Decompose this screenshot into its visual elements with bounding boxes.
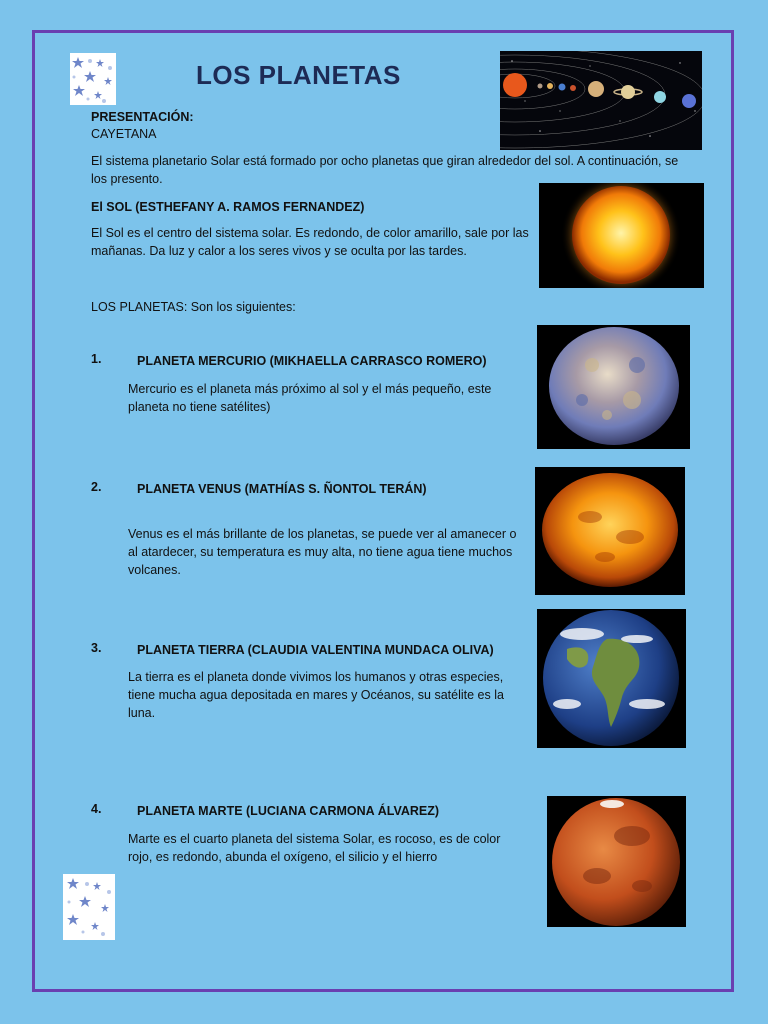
page-title: LOS PLANETAS [196, 60, 401, 90]
intro-paragraph: El sistema planetario Solar está formado por ocho planetas que giran alrededor del sol. A continuación, se los presento. [91, 154, 679, 186]
planet-number: 2. [91, 480, 102, 494]
mercury-heading: PLANETA MERCURIO (MIKHAELLA CARRASCO ROMERO) [137, 354, 487, 368]
mercury-description: Mercurio es el planeta más próximo al sol y el más pequeño, este planeta no tiene satélites) [128, 382, 492, 414]
sun-description: El Sol es el centro del sistema solar. Es redondo, de color amarillo, sale por las mañanas. Da luz y calor a los seres vivos y se oculta por las tardes. [91, 226, 529, 258]
solar-system-image [500, 51, 702, 150]
mars-description: Marte es el cuarto planeta del sistema Solar, es rocoso, es de color rojo, es redondo, abunda el oxígeno, el silicio y el hierro [128, 832, 501, 864]
sun-image [539, 183, 704, 288]
sun-heading: El SOL (ESTHEFANY A. RAMOS FERNANDEZ) [91, 200, 365, 214]
presenter-name: CAYETANA [91, 127, 157, 141]
stars-decoration-bottom [63, 874, 115, 940]
planets-intro: LOS PLANETAS: Son los siguientes: [91, 300, 296, 314]
venus-image [535, 467, 685, 595]
presentation-label: PRESENTACIÓN: [91, 110, 194, 124]
earth-image [537, 609, 686, 748]
mars-heading: PLANETA MARTE (LUCIANA CARMONA ÁLVAREZ) [137, 804, 440, 818]
earth-description: La tierra es el planeta donde vivimos los humanos y otras especies, tiene mucha agua depositada en mares y Océanos, su satélite es la luna. [128, 670, 504, 720]
earth-heading: PLANETA TIERRA (CLAUDIA VALENTINA MUNDACA OLIVA) [137, 643, 494, 657]
planet-number: 4. [91, 802, 102, 816]
planet-number: 3. [91, 641, 102, 655]
venus-description: Venus es el más brillante de los planetas, se puede ver al amanecer o al atardecer, su temperatura es muy alta, no tiene agua tiene muchos volcanes. [128, 527, 517, 577]
mercury-image [537, 325, 690, 449]
venus-heading: PLANETA VENUS (MATHÍAS S. ÑONTOL TERÁN) [137, 482, 427, 496]
stars-decoration-top [70, 53, 116, 105]
mars-image [547, 796, 686, 927]
planet-number: 1. [91, 352, 102, 366]
